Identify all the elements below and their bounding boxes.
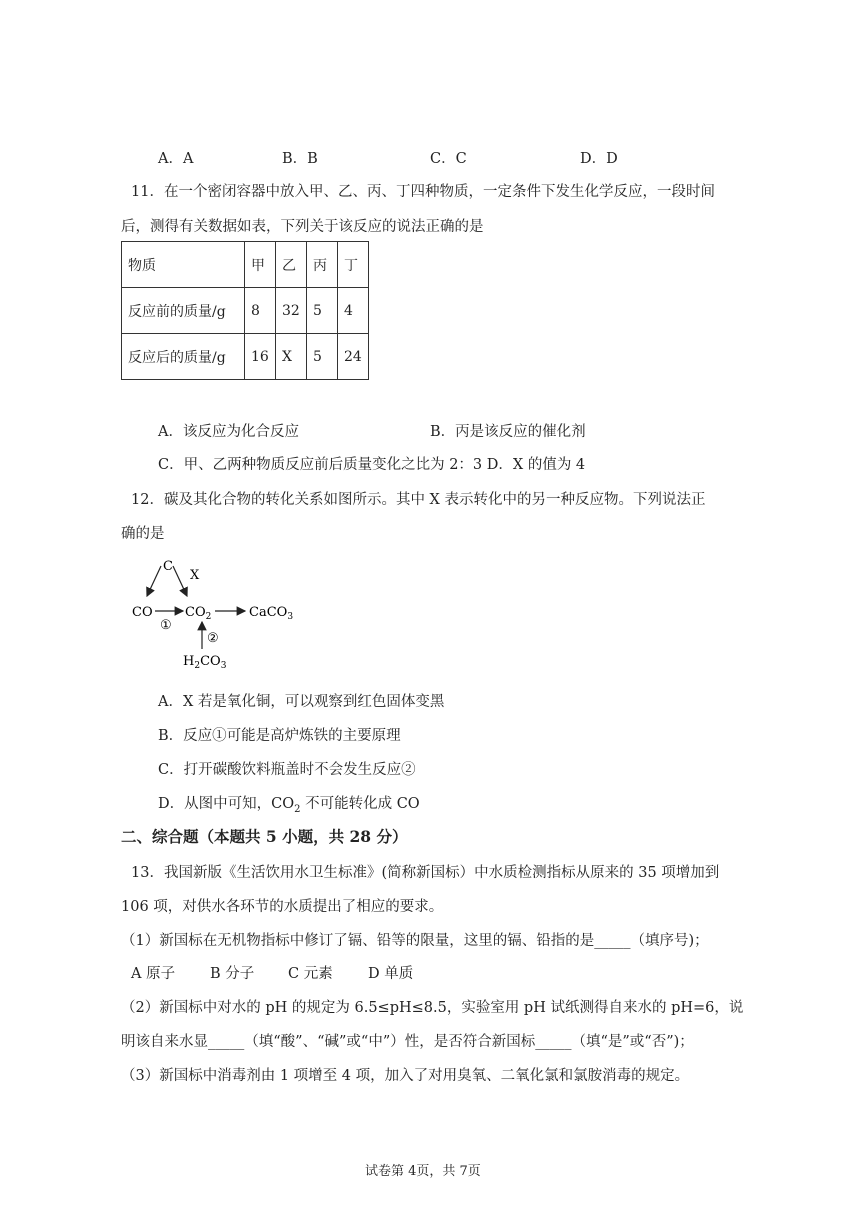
q12-option-d: D．从图中可知，$CO_2$ 不可能转化成 CO (158, 796, 420, 815)
diagram-label-c: C (163, 559, 173, 574)
q11-stem-line2: 后，测得有关数据如表，下列关于该反应的说法正确的是 (121, 219, 484, 235)
table-cell: 16 (245, 334, 276, 380)
diagram-label-co: CO (132, 605, 153, 620)
arrow-c-to-co (147, 566, 161, 596)
table-cell: 24 (338, 334, 369, 380)
table-cell: 5 (307, 334, 338, 380)
q13-part2-line1: （2）新国标中对水的 pH 的规定为 6.5≤pH≤8.5，实验室用 pH 试纸测得自来水的 pH=6，说 (121, 1000, 744, 1016)
q10-option-b: B．B (282, 151, 318, 167)
table-cell: 丁 (338, 242, 369, 288)
q11-option-a: A．该反应为化合反应 (158, 424, 299, 440)
q13-part2-line2: 明该自来水显_____（填“酸”、“碱”或“中”）性，是否符合新国标_____（填“是”或“否”)； (121, 1034, 694, 1050)
q10-option-a: A．A (158, 151, 194, 167)
diagram-label-h2co3: $H_2CO_3$ (183, 654, 227, 671)
table-header-row (122, 242, 369, 288)
table-cell: 4 (338, 288, 369, 334)
section-2-title: 二、综合题（本题共 5 小题，共 28 分） (121, 827, 408, 846)
q13-part1: （1）新国标在无机物指标中修订了镉、铅等的限量，这里的镉、铅指的是_____（填序号)； (121, 933, 709, 949)
table-cell: 5 (307, 288, 338, 334)
q11-option-b: B．丙是该反应的催化剂 (430, 424, 586, 440)
table-cell: 甲 (245, 242, 276, 288)
q12-stem-line2: 确的是 (121, 526, 165, 542)
diagram-mark-1: ① (160, 618, 172, 633)
q12-option-b: B．反应①可能是高炉炼铁的主要原理 (158, 728, 401, 744)
table-cell: 反应前的质量/g (122, 288, 245, 334)
table-row (122, 288, 369, 334)
table-cell: 丙 (307, 242, 338, 288)
q12-stem-line1: 12．碳及其化合物的转化关系如图所示。其中 X 表示转化中的另一种反应物。下列说法正 (131, 492, 706, 508)
diagram-label-caco3: CaCO$_3$ (249, 605, 294, 622)
diagram-label-co2: $CO_2$ (185, 605, 212, 622)
arrow-c-to-co2 (173, 566, 187, 596)
q12-option-c: C．打开碳酸饮料瓶盖时不会发生反应② (158, 762, 416, 778)
q10-option-c: C．C (430, 151, 467, 167)
table-cell: 反应后的质量/g (122, 334, 245, 380)
page-footer: 试卷第 4页，共 7页 (365, 1164, 481, 1179)
q13-part1-option-a: A 原子 (131, 966, 176, 982)
table-cell: 物质 (122, 242, 245, 288)
q13-part1-option-d: D 单质 (368, 966, 414, 982)
q13-part1-option-b: B 分子 (210, 966, 255, 982)
q13-part3: （3）新国标中消毒剂由 1 项增至 4 项，加入了对用臭氧、二氧化氯和氯胺消毒的规定。 (121, 1068, 690, 1084)
diagram-label-x: X (190, 568, 200, 583)
q11-stem-line1: 11．在一个密闭容器中放入甲、乙、丙、丁四种物质，一定条件下发生化学反应，一段时间 (131, 184, 715, 200)
q13-part1-option-c: C 元素 (288, 966, 333, 982)
table-cell: 乙 (276, 242, 307, 288)
diagram-mark-2: ② (207, 631, 219, 646)
table-row (122, 334, 369, 380)
q10-option-d: D．D (580, 151, 618, 167)
table-cell: 8 (245, 288, 276, 334)
q13-stem-line2: 106 项，对供水各环节的水质提出了相应的要求。 (121, 899, 444, 915)
q13-stem-line1: 13．我国新版《生活饮用水卫生标准》(简称新国标）中水质检测指标从原来的 35 项增加到 (131, 865, 720, 881)
q11-option-cd: C．甲、乙两种物质反应前后质量变化之比为 2：3 D．X 的值为 4 (158, 457, 586, 473)
table-cell: 32 (276, 288, 307, 334)
table-cell: X (276, 334, 307, 380)
carbon-conversion-diagram (125, 552, 305, 674)
q12-option-a: A．X 若是氧化铜，可以观察到红色固体变黑 (158, 694, 445, 710)
q11-data-table (121, 241, 369, 380)
